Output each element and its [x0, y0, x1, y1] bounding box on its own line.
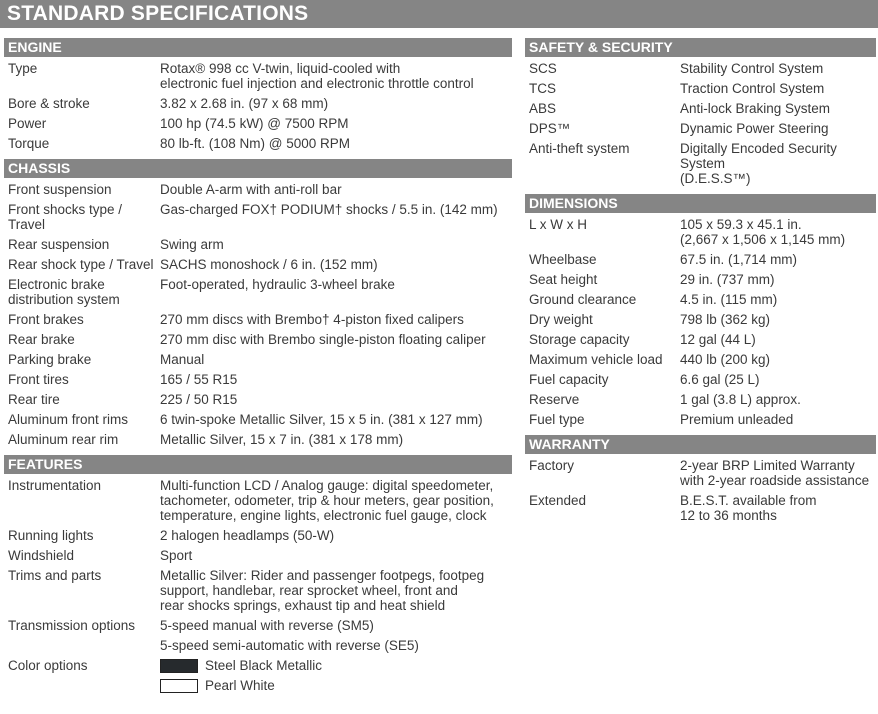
- spec-label: [4, 182, 160, 197]
- spec-value: [160, 312, 512, 327]
- spec-value-line: Double A-arm with anti-roll bar: [160, 182, 342, 197]
- spec-label: [4, 352, 160, 367]
- spec-label: [525, 493, 680, 523]
- spec-value-line: 165 / 55 R15: [160, 372, 238, 387]
- spec-value: [680, 312, 876, 327]
- spec-label: [4, 528, 160, 543]
- section-safety-security: [525, 38, 876, 194]
- section-heading: DIMENSIONS: [525, 194, 876, 213]
- spec-value-line: Foot-operated, hydraulic 3-wheel brake: [160, 277, 395, 292]
- spec-value: [160, 116, 512, 131]
- spec-label-line: Electronic brake: [8, 277, 105, 292]
- spec-label-line: Seat height: [529, 272, 598, 287]
- spec-value: [680, 252, 876, 267]
- spec-label-line: distribution system: [8, 292, 120, 307]
- spec-value: [160, 352, 512, 367]
- spec-value-line: Premium unleaded: [680, 412, 794, 427]
- spec-row-seat-height: [525, 272, 876, 287]
- spec-label-line: Rear tire: [8, 392, 60, 407]
- spec-label-line: Dry weight: [529, 312, 593, 327]
- spec-label-line: ABS: [529, 101, 557, 116]
- spec-value-line: 12 gal (44 L): [680, 332, 756, 347]
- spec-row-ground-clearance: [525, 292, 876, 307]
- spec-value: [680, 372, 876, 387]
- spec-value-line: 225 / 50 R15: [160, 392, 238, 407]
- spec-label-line: Rear shock type / Travel: [8, 257, 154, 272]
- left-column: [4, 38, 512, 701]
- spec-value-line: 4.5 in. (115 mm): [680, 292, 778, 307]
- spec-label: [525, 61, 680, 76]
- spec-row-front-suspension: [4, 182, 512, 197]
- color-option-label: Pearl White: [205, 678, 275, 693]
- spec-label-line: Front brakes: [8, 312, 84, 327]
- spec-label: [525, 332, 680, 347]
- spec-label-line: Storage capacity: [529, 332, 630, 347]
- spec-label-line: Torque: [8, 136, 50, 151]
- section-heading: FEATURES: [4, 455, 512, 474]
- spec-value-line: 5-speed manual with reverse (SM5): [160, 618, 374, 633]
- spec-label-line: Wheelbase: [529, 252, 597, 267]
- spec-row-front-brakes: [4, 312, 512, 327]
- spec-label: [525, 272, 680, 287]
- section-warranty: [525, 435, 876, 531]
- spec-value-line: 270 mm discs with Brembo† 4-piston fixed calipers: [160, 312, 464, 327]
- spec-row-tcs: [525, 81, 876, 96]
- spec-value-line: 105 x 59.3 x 45.1 in.: [680, 217, 802, 232]
- spec-value: [680, 121, 876, 136]
- spec-row-aluminum-rear-rim: [4, 432, 512, 447]
- spec-label: [4, 618, 160, 633]
- spec-value: [680, 101, 876, 116]
- spec-value: [680, 272, 876, 287]
- spec-value-line: 440 lb (200 kg): [680, 352, 771, 367]
- spec-label-line: Trims and parts: [8, 568, 102, 583]
- spec-label-line: Anti-theft system: [529, 141, 630, 156]
- spec-label: [4, 638, 160, 653]
- color-option-row: [4, 658, 512, 673]
- spec-value-line: 6 twin-spoke Metallic Silver, 15 x 5 in. (381 x 127 mm): [160, 412, 483, 427]
- spec-value-line: 100 hp (74.5 kW) @ 7500 RPM: [160, 116, 349, 131]
- spec-label-line: Front suspension: [8, 182, 112, 197]
- spec-value: [680, 292, 876, 307]
- spec-label: [4, 332, 160, 347]
- spec-label: [525, 81, 680, 96]
- spec-label: [525, 292, 680, 307]
- spec-label-line: Type: [8, 61, 38, 76]
- section-heading: SAFETY & SECURITY: [525, 38, 876, 57]
- spec-value-line: 1 gal (3.8 L) approx.: [680, 392, 801, 407]
- spec-label: [525, 252, 680, 267]
- spec-label: [4, 96, 160, 111]
- section-chassis: [4, 159, 512, 455]
- spec-value-line: Dynamic Power Steering: [680, 121, 829, 136]
- color-option: [160, 658, 512, 673]
- spec-row-rear-tire: [4, 392, 512, 407]
- spec-value-line: 80 lb-ft. (108 Nm) @ 5000 RPM: [160, 136, 351, 151]
- spec-label: [525, 312, 680, 327]
- spec-value-line: Metallic Silver, 15 x 7 in. (381 x 178 mm): [160, 432, 404, 447]
- spec-row-rear-brake: [4, 332, 512, 347]
- spec-label: [4, 478, 160, 523]
- spec-label: [525, 412, 680, 427]
- spec-value: [160, 96, 512, 111]
- spec-value: [160, 237, 512, 252]
- section-heading: WARRANTY: [525, 435, 876, 454]
- spec-value: [160, 277, 512, 307]
- spec-value: [160, 182, 512, 197]
- spec-value: [680, 352, 876, 367]
- spec-label: [4, 136, 160, 151]
- spec-row-scs: [525, 61, 876, 76]
- spec-label: [4, 277, 160, 307]
- spec-label-line: Running lights: [8, 528, 94, 543]
- spec-value-line: 270 mm disc with Brembo single-piston floating caliper: [160, 332, 486, 347]
- spec-row-torque: [4, 136, 512, 151]
- spec-value-line: (D.E.S.S™): [680, 171, 751, 186]
- spec-row-windshield: [4, 548, 512, 563]
- spec-label-line: Rear brake: [8, 332, 75, 347]
- spec-value: [680, 217, 876, 247]
- spec-value-line: Anti-lock Braking System: [680, 101, 831, 116]
- spec-value-line: B.E.S.T. available from: [680, 493, 817, 508]
- section-dimensions: [525, 194, 876, 435]
- spec-row-l-x-w-x-h: [525, 217, 876, 247]
- spec-value: [160, 332, 512, 347]
- spec-label: [525, 392, 680, 407]
- spec-row-fuel-type: [525, 412, 876, 427]
- spec-label-line: Instrumentation: [8, 478, 102, 493]
- spec-row-rear-suspension: [4, 237, 512, 252]
- spec-label: [4, 412, 160, 427]
- spec-value: [680, 392, 876, 407]
- spec-row-dps: [525, 121, 876, 136]
- spec-label-line: Factory: [529, 458, 575, 473]
- spec-label: [525, 121, 680, 136]
- spec-label-line: Windshield: [8, 548, 75, 563]
- steel-black-swatch: [160, 659, 198, 673]
- spec-value: [160, 412, 512, 427]
- spec-label-line: Aluminum front rims: [8, 412, 129, 427]
- spec-value-line: support, handlebar, rear sprocket wheel, front and: [160, 583, 458, 598]
- spec-label: [525, 352, 680, 367]
- color-option-row: [4, 678, 512, 693]
- spec-label: [4, 392, 160, 407]
- section-engine: [4, 38, 512, 159]
- spec-value: [680, 412, 876, 427]
- spec-label: [4, 312, 160, 327]
- spec-label-line: Bore & stroke: [8, 96, 90, 111]
- spec-value: [160, 257, 512, 272]
- spec-value-line: with 2-year roadside assistance: [680, 473, 870, 488]
- spec-value: [160, 548, 512, 563]
- spec-value: [160, 478, 512, 523]
- spec-value-line: tachometer, odometer, trip & hour meters, gear position,: [160, 493, 494, 508]
- spec-label: [4, 432, 160, 447]
- spec-row-maximum-vehicle-load: [525, 352, 876, 367]
- spec-value-line: 2 halogen headlamps (50-W): [160, 528, 335, 543]
- right-column: [525, 38, 876, 531]
- spec-row-parking-brake: [4, 352, 512, 367]
- spec-label-line: DPS™: [529, 121, 571, 136]
- pearl-white-swatch: [160, 679, 198, 693]
- spec-label: Color options: [8, 658, 88, 673]
- spec-label: [4, 548, 160, 563]
- spec-row-electronic-brake-distribution-system: [4, 277, 512, 307]
- spec-row-fuel-capacity: [525, 372, 876, 387]
- spec-label-line: SCS: [529, 61, 557, 76]
- spec-value-line: Rotax® 998 cc V-twin, liquid-cooled with: [160, 61, 401, 76]
- spec-row-abs: [525, 101, 876, 116]
- spec-row-trims-and-parts: [4, 568, 512, 613]
- section-heading: ENGINE: [4, 38, 512, 57]
- spec-row-factory: [525, 458, 876, 488]
- spec-row-anti-theft-system: [525, 141, 876, 186]
- spec-row-bore-stroke: [4, 96, 512, 111]
- spec-value: [680, 332, 876, 347]
- spec-value-line: 798 lb (362 kg): [680, 312, 771, 327]
- spec-row-instrumentation: [4, 478, 512, 523]
- color-option-label: Steel Black Metallic: [205, 658, 323, 673]
- spec-label: [4, 237, 160, 252]
- spec-label: [525, 217, 680, 247]
- spec-value-line: Traction Control System: [680, 81, 825, 96]
- spec-value: [160, 372, 512, 387]
- spec-label-line: Maximum vehicle load: [529, 352, 663, 367]
- spec-label-line: Reserve: [529, 392, 580, 407]
- spec-label-line: Power: [8, 116, 47, 131]
- spec-label-line: Aluminum rear rim: [8, 432, 119, 447]
- spec-value-line: 6.6 gal (25 L): [680, 372, 760, 387]
- spec-label-line: Transmission options: [8, 618, 136, 633]
- spec-value-line: Swing arm: [160, 237, 224, 252]
- spec-label: [4, 372, 160, 387]
- spec-value-line: Manual: [160, 352, 205, 367]
- spec-row-power: [4, 116, 512, 131]
- spec-row-storage-capacity: [525, 332, 876, 347]
- spec-label: [525, 372, 680, 387]
- spec-label: [4, 568, 160, 613]
- spec-label: [4, 257, 160, 272]
- spec-value: [680, 81, 876, 96]
- spec-value-line: rear shocks springs, exhaust tip and heat shield: [160, 598, 446, 613]
- spec-value: [160, 528, 512, 543]
- spec-value-line: Multi-function LCD / Analog gauge: digital speedometer,: [160, 478, 494, 493]
- spec-value: [680, 458, 876, 488]
- spec-value: [160, 61, 512, 91]
- spec-label-line: Rear suspension: [8, 237, 110, 252]
- section-features: [4, 455, 512, 701]
- spec-value: [160, 392, 512, 407]
- spec-label: [4, 61, 160, 91]
- spec-label-line: Ground clearance: [529, 292, 637, 307]
- spec-label-line: Front shocks type / Travel: [8, 202, 123, 232]
- spec-row-aluminum-front-rims: [4, 412, 512, 427]
- spec-value-line: 2-year BRP Limited Warranty: [680, 458, 855, 473]
- spec-label-line: L x W x H: [529, 217, 588, 232]
- spec-row-blank: [4, 638, 512, 653]
- spec-label: [525, 101, 680, 116]
- spec-row-transmission-options: [4, 618, 512, 633]
- spec-value-line: temperature, engine lights, electronic fuel gauge, clock: [160, 508, 487, 523]
- spec-row-rear-shock-type-travel: [4, 257, 512, 272]
- spec-value-line: 3.82 x 2.68 in. (97 x 68 mm): [160, 96, 329, 111]
- spec-label-line: Extended: [529, 493, 587, 508]
- spec-value-line: Metallic Silver: Rider and passenger footpegs, footpeg: [160, 568, 485, 583]
- spec-label: [4, 202, 160, 232]
- spec-value-line: (2,667 x 1,506 x 1,145 mm): [680, 232, 846, 247]
- spec-label: [4, 116, 160, 131]
- spec-value-line: 12 to 36 months: [680, 508, 777, 523]
- spec-value-line: Digitally Encoded Security System: [680, 141, 837, 171]
- spec-value-line: 29 in. (737 mm): [680, 272, 775, 287]
- spec-label: [4, 678, 160, 693]
- spec-label-line: Front tires: [8, 372, 69, 387]
- spec-value: [160, 568, 512, 613]
- spec-label: [525, 458, 680, 488]
- spec-row-wheelbase: [525, 252, 876, 267]
- spec-value: [160, 136, 512, 151]
- spec-row-front-tires: [4, 372, 512, 387]
- spec-value-line: 67.5 in. (1,714 mm): [680, 252, 798, 267]
- section-heading: CHASSIS: [4, 159, 512, 178]
- color-option: [160, 678, 512, 693]
- spec-value: [680, 61, 876, 76]
- spec-label-line: Fuel type: [529, 412, 585, 427]
- spec-value: [160, 638, 512, 653]
- spec-value-line: Sport: [160, 548, 193, 563]
- spec-value: [160, 618, 512, 633]
- spec-label-line: TCS: [529, 81, 556, 96]
- spec-value: [160, 432, 512, 447]
- spec-label: [525, 141, 680, 186]
- spec-value: [160, 202, 512, 232]
- spec-row-dry-weight: [525, 312, 876, 327]
- spec-value: [680, 493, 876, 523]
- spec-value-line: Stability Control System: [680, 61, 824, 76]
- spec-label-line: Parking brake: [8, 352, 92, 367]
- spec-value-line: Gas-charged FOX† PODIUM† shocks / 5.5 in. (142 mm): [160, 202, 498, 217]
- spec-row-reserve: [525, 392, 876, 407]
- spec-value-line: electronic fuel injection and electronic throttle control: [160, 76, 474, 91]
- page-title: STANDARD SPECIFICATIONS: [0, 0, 878, 28]
- spec-value: [680, 141, 876, 186]
- spec-value-line: 5-speed semi-automatic with reverse (SE5): [160, 638, 419, 653]
- spec-value-line: SACHS monoshock / 6 in. (152 mm): [160, 257, 378, 272]
- spec-label-line: Fuel capacity: [529, 372, 609, 387]
- spec-row-running-lights: [4, 528, 512, 543]
- spec-row-extended: [525, 493, 876, 523]
- spec-row-front-shocks-type-travel: [4, 202, 512, 232]
- spec-row-type: [4, 61, 512, 91]
